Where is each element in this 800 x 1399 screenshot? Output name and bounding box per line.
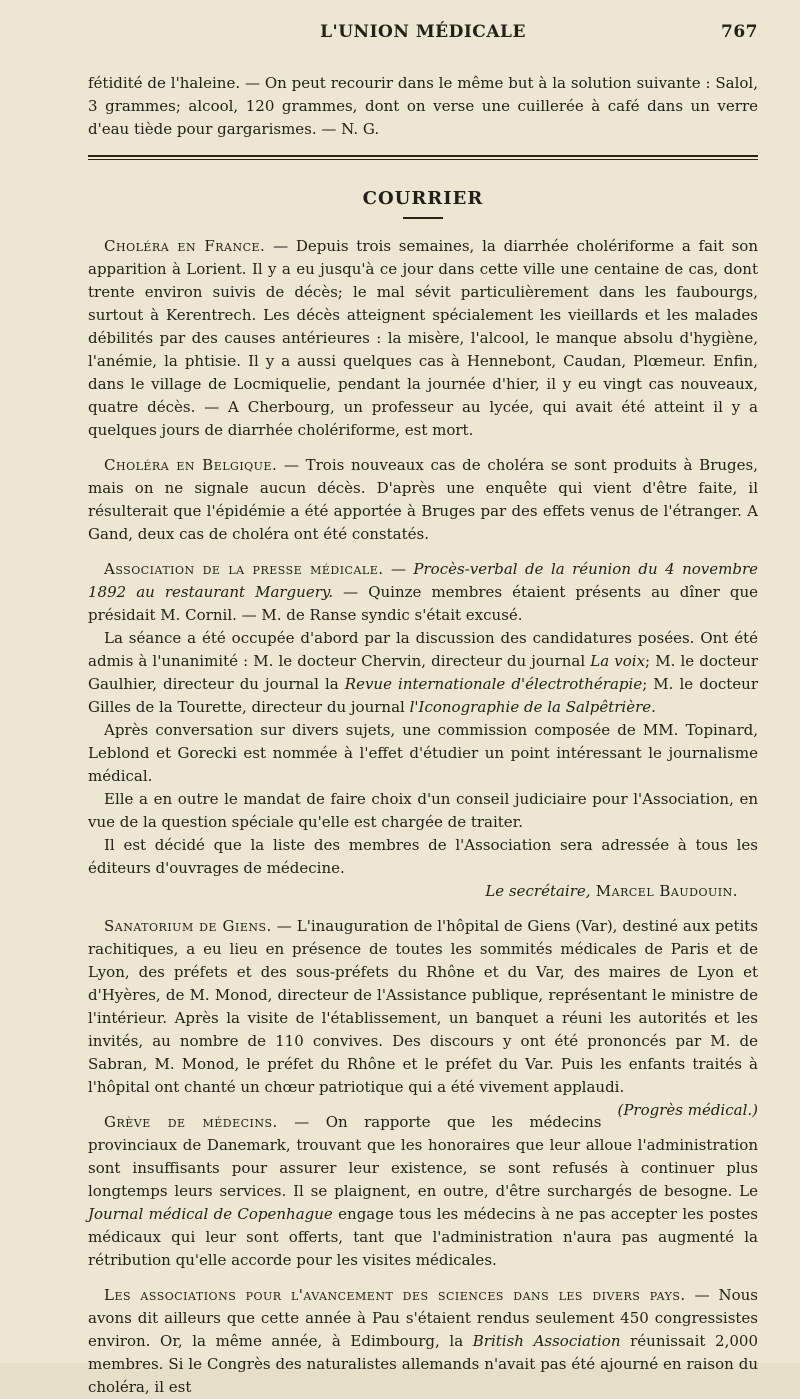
entry-heading: Choléra en France.: [104, 237, 266, 255]
journal-title: L'UNION MÉDICALE: [320, 22, 526, 42]
journal-name: Revue internationale d'électrothérapie: [344, 675, 643, 693]
entry-text: —: [390, 560, 414, 578]
journal-name: l'Iconographie de la Salpêtrière.: [409, 698, 656, 716]
intro-paragraph: fétidité de l'haleine. — On peut recourir dans le même but à la solution suivante : Salol, 3 grammes; alcool, 120 grammes, dont on verse une cuillerée à café dans un verre d'eau tiède pour gargarismes. — N. G.: [88, 74, 758, 138]
entry-sanatorium-giens: [88, 915, 758, 1119]
entry-text: réunissait 2,000 membres. Si le Congrès des naturalistes allemands n'avait pas été ajourné en raison du choléra, il est: [88, 1332, 759, 1396]
entry-text: ; M. le docteur Gilles de la Tourette, directeur du journal: [88, 675, 758, 716]
entry-italic-title: Procès-verbal de la réunion du 4 novembre 1892 au restaurant Marguery.: [88, 560, 758, 601]
entry-text: — Quinze membres étaient présents au dîner que présidait M. Cornil. — M. de Ranse syndic s'était excusé.: [88, 583, 759, 624]
section-title: COURRIER: [362, 188, 484, 209]
entry-text: — Trois nouveaux cas de choléra se sont produits à Bruges, mais on ne signale aucun décès. D'après une enquête qui vient d'être faite, il résulterait que l'épidémie a été apportée à Bruges par des effets venus de l'étranger. A Gand, deux cas de choléra ont été constatés.: [88, 456, 758, 543]
entry-cholera-france: [88, 235, 758, 442]
entry-heading: Association de la presse médicale.: [104, 560, 384, 578]
entry-text: — Nous avons dit ailleurs que cette année à Pau s'étaient rendus seulement 450 congressistes environ. Or, la même année, à Edimbourg, la: [88, 1286, 758, 1350]
entry-text: — Depuis trois semaines, la diarrhée cholériforme a fait son apparition à Lorient. Il y a eu jusqu'à ce jour dans cette ville une centaine de cas, dont trente environ suivis de décès; le mal sévit particulièrement dans les faubourgs, surtout à Kerentrech. Les décès atteignent spécialement les vieillards et les malades débilités par des causes antérieures : la misère, l'alcool, le manque absolu d'hygiène, l'anémie, la phtisie. Il y a aussi quelques cas à Hennebont, Caudan, Plœmeur. Enfin, dans le village de Locmiquelie, pendant la journée d'hier, il y eu vingt cas nouveaux, quatre décès. — A Cherbourg, un professeur au lycée, qui avait été atteint il y a quelques jours de diarrhée cholériforme, est mort.: [88, 237, 758, 439]
entry-paragraph: Elle a en outre le mandat de faire choix d'un conseil judiciaire pour l'Association, en vue de la question spéciale qu'elle est chargée de traiter.: [88, 790, 758, 831]
page-number: 767: [721, 22, 758, 42]
title-underline: [403, 217, 443, 219]
entry-source: (Progrès médical.): [617, 1101, 758, 1119]
section-divider: [88, 155, 758, 160]
entry-paragraph: [88, 627, 758, 719]
entry-text: La séance a été occupée d'abord par la discussion des candidatures posées. Ont été admis à l'unanimité : M. le docteur Chervin, directeur du journal: [88, 629, 758, 670]
entry-text: — L'inauguration de l'hôpital de Giens (Var), destiné aux petits rachitiques, a eu lieu en présence de toutes les sommités médicales de Paris et de Lyon, des préfets et des sous-préfets du Rhône et du Var, des maires de Lyon et d'Hyères, de M. Monod, directeur de l'Assistance publique, représentant le ministre de l'intérieur. Après la visite de l'établissement, un banquet a réuni les autorités et les invités, au nombre de 110 convives. Des discours y ont été prononcés par M. de Sabran, M. Monod, le préfet du Rhône et le préfet du Var. Puis les enfants traités à l'hôpital ont chanté un chœur patriotique qui a été vivement applaudi.: [88, 917, 758, 1096]
entry-paragraph: [88, 558, 758, 627]
journal-name: Journal médical de Copenhague: [88, 1205, 333, 1223]
entry-heading: Sanatorium de Giens.: [104, 917, 272, 935]
entry-paragraph: Il est décidé que la liste des membres de l'Association sera adressée à tous les éditeurs d'ouvrages de médecine.: [88, 836, 758, 877]
entry-cholera-belgique: [88, 454, 758, 546]
entry-text: ; M. le docteur Gaulhier, directeur du journal la: [88, 652, 759, 693]
entry-heading: Grève de médecins.: [104, 1113, 278, 1131]
signature: [88, 880, 758, 903]
entry-greve-medecins: [88, 1111, 758, 1272]
entry-heading: Choléra en Belgique.: [104, 456, 278, 474]
entry-associations-sciences: [88, 1284, 758, 1399]
entry-text: — On rapporte que les médecins provinciaux de Danemark, trouvant que les honoraires que leur alloue l'administration sont insuffisants pour assurer leur existence, se sont refusés à continuer plus longtemps leurs services. Il se plaignent, en outre, d'être surchargés de besogne. Le: [88, 1113, 758, 1200]
journal-name: La voix: [590, 652, 646, 670]
association-name: British Association: [472, 1332, 621, 1350]
running-head: [88, 0, 758, 62]
entry-text: engage tous les médecins à ne pas accepter les postes médicaux qui leur sont offerts, tant que l'administration n'aura pas augmenté la rétribution qu'elle accorde pour les visites médicales.: [88, 1205, 759, 1269]
entry-paragraph: Après conversation sur divers sujets, une commission composée de MM. Topinard, Leblond et Gorecki est nommée à l'effet d'étudier un point intéressant le journalisme médical.: [88, 721, 758, 785]
signature-role: Le secrétaire,: [485, 882, 591, 900]
entry-heading: Les associations pour l'avancement des sciences dans les divers pays.: [104, 1286, 686, 1304]
signature-name: Marcel Baudouin.: [590, 882, 738, 900]
entry-association-presse: [88, 558, 758, 903]
